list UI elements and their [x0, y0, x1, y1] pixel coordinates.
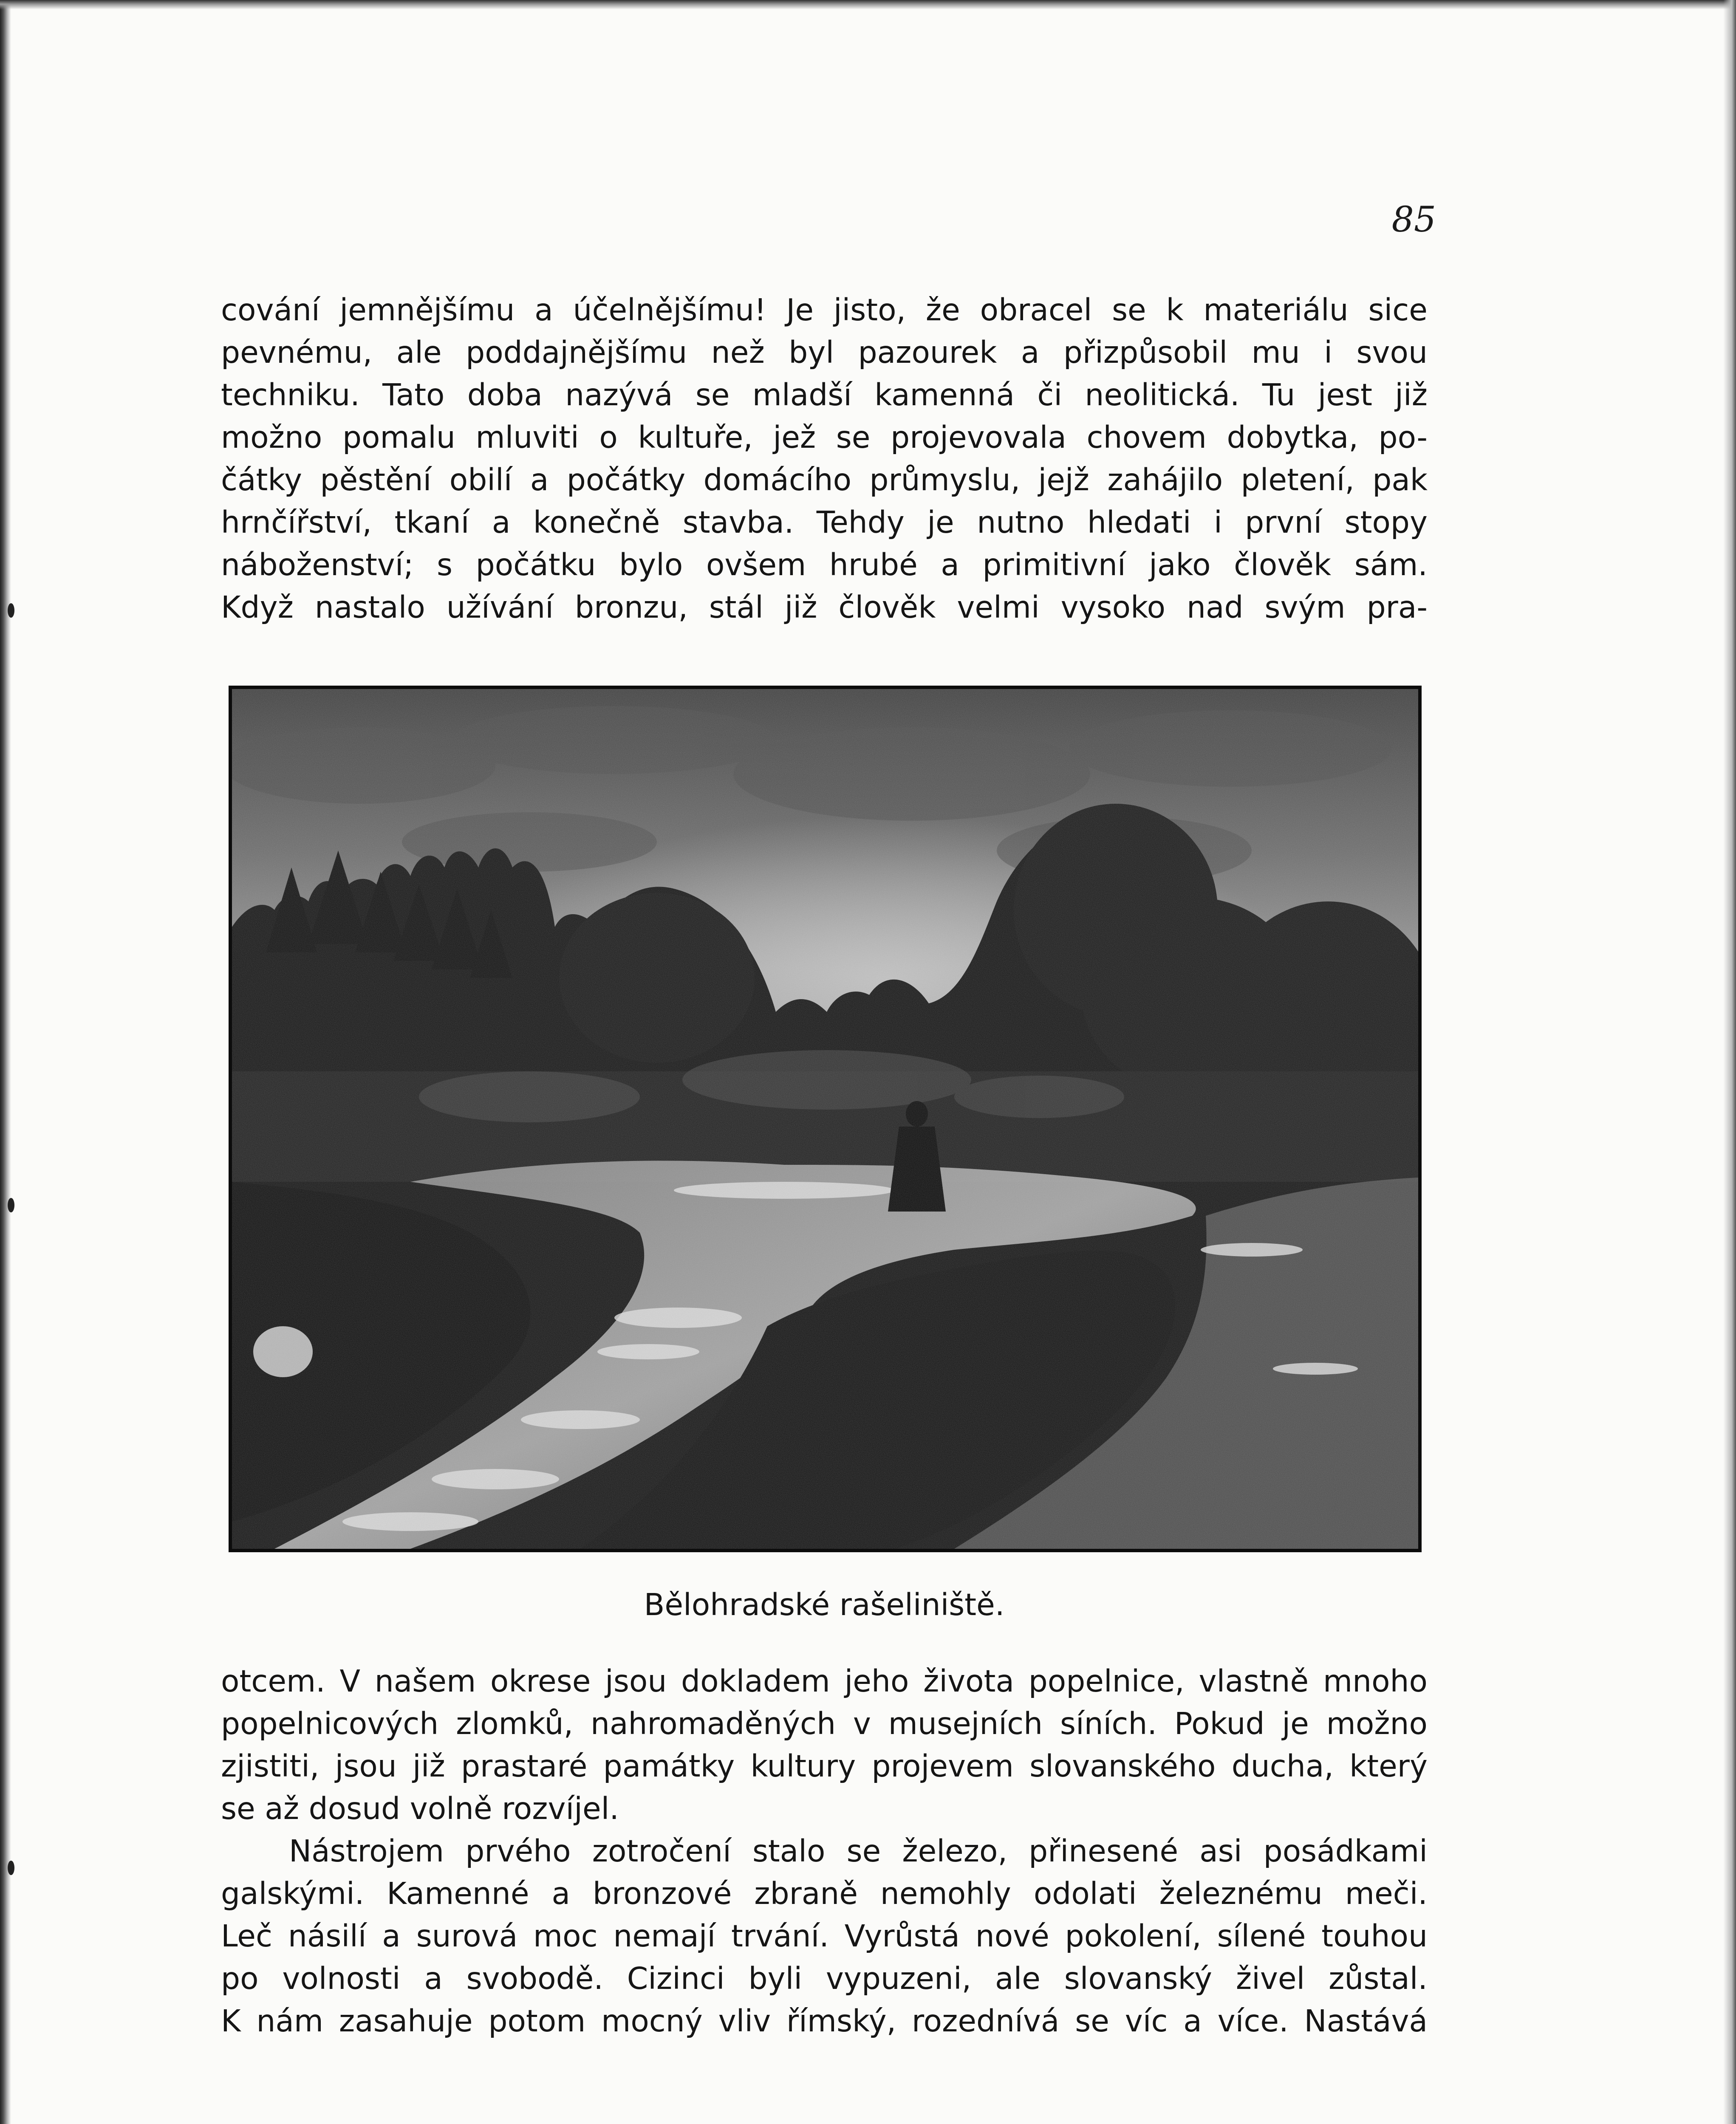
page-number: 85: [1391, 200, 1436, 240]
bottom-text: [221, 1660, 1428, 2042]
text-line: možno pomalu mluviti o kultuře, jež se projevovala chovem dobytka, po-: [221, 420, 1428, 455]
river-landscape-photo: [229, 686, 1422, 1552]
text-line: zjistiti, jsou již prastaré památky kultury projevem slovanského ducha, který: [221, 1748, 1428, 1784]
scan-edge-right: [1723, 0, 1736, 2124]
scan-speck: [8, 1198, 14, 1212]
text-line: po volnosti a svobodě. Cizinci byli vypuzeni, ale slovanský živel zůstal.: [221, 1961, 1428, 1996]
photo-illustration: [232, 689, 1418, 1549]
text-line: pevnému, ale poddajnějšímu než byl pazourek a přizpůsobil mu i svou: [221, 335, 1428, 370]
text-line: čátky pěstění obilí a počátky domácího průmyslu, jejž zahájilo pletení, pak: [221, 462, 1428, 497]
text-line: galskými. Kamenné a bronzové zbraně nemohly odolati železnému meči.: [221, 1876, 1428, 1911]
top-paragraph: [221, 289, 1428, 629]
text-line: popelnicových zlomků, nahromaděných v musejních síních. Pokud je možno: [221, 1706, 1428, 1741]
scan-edge-left: [0, 0, 11, 2124]
film-grain: [232, 689, 1418, 1549]
text-line: K nám zasahuje potom mocný vliv římský, rozednívá se víc a více. Nastává: [221, 2003, 1428, 2039]
text-line: Nástrojem prvého zotročení stalo se železo, přinesené asi posádkami: [289, 1833, 1428, 1869]
text-line: hrnčířství, tkaní a konečně stavba. Tehdy je nutno hledati i první stopy: [221, 505, 1428, 540]
text-line: Když nastalo užívání bronzu, stál již člověk velmi vysoko nad svým pra-: [221, 590, 1428, 625]
text-line: cování jemnějšímu a účelnějšímu! Je jisto, že obracel se k materiálu sice: [221, 292, 1428, 328]
text-line: techniku. Tato doba nazývá se mladší kamenná či neolitická. Tu jest již: [221, 377, 1428, 412]
text-line: Leč násilí a surová moc nemají trvání. Vyrůstá nové pokolení, sílené touhou: [221, 1918, 1428, 1954]
scan-edge-top: [0, 0, 1736, 9]
scan-speck: [8, 1861, 14, 1875]
scan-speck: [8, 603, 14, 618]
photo-caption: Bělohradské rašeliniště.: [644, 1587, 1005, 1622]
text-line: náboženství; s počátku bylo ovšem hrubé a primitivní jako člověk sám.: [221, 547, 1428, 582]
text-line: otcem. V našem okrese jsou dokladem jeho života popelnice, vlastně mnoho: [221, 1664, 1428, 1699]
text-line: se až dosud volně rozvíjel.: [221, 1791, 619, 1826]
